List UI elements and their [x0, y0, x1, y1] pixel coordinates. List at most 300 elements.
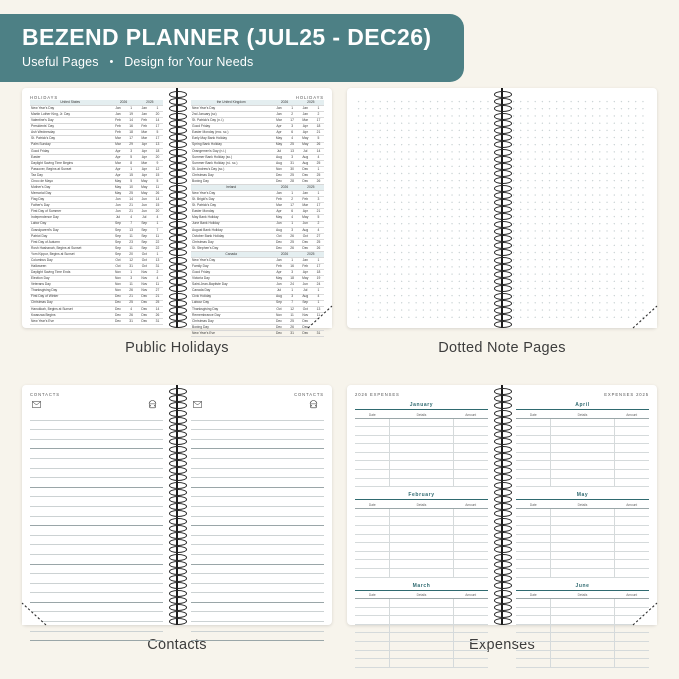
holiday-date-part: Jul: [137, 215, 152, 221]
expense-cell[interactable]: [551, 560, 615, 569]
expense-entry-row[interactable]: [355, 427, 488, 436]
expense-cell[interactable]: [551, 568, 615, 577]
expense-cell[interactable]: [551, 624, 615, 633]
expense-cell[interactable]: [453, 568, 488, 577]
expense-cell[interactable]: [390, 517, 454, 526]
expense-cell[interactable]: [551, 633, 615, 642]
expense-cell[interactable]: [516, 470, 551, 479]
expense-cell[interactable]: [551, 599, 615, 608]
expense-entry-row[interactable]: [516, 599, 649, 608]
expense-entry-row[interactable]: [355, 452, 488, 461]
contact-entry-line[interactable]: [191, 517, 324, 527]
expense-cell[interactable]: [355, 427, 390, 436]
expense-cell[interactable]: [614, 444, 649, 453]
expense-cell[interactable]: [614, 650, 649, 659]
expense-cell[interactable]: [614, 525, 649, 534]
expense-cell[interactable]: [516, 641, 551, 650]
contact-entry-line[interactable]: [30, 632, 163, 642]
holiday-date-part: 13: [152, 258, 163, 264]
expense-entry-row[interactable]: [516, 633, 649, 642]
contact-entry-line[interactable]: [30, 545, 163, 555]
spiral-ring: [494, 525, 512, 532]
expense-cell[interactable]: [355, 633, 390, 642]
expense-cell[interactable]: [614, 435, 649, 444]
expense-cell[interactable]: [551, 418, 615, 427]
expense-cell[interactable]: [614, 452, 649, 461]
expense-entry-row[interactable]: [516, 659, 649, 668]
expense-cell[interactable]: [516, 517, 551, 526]
expense-cell[interactable]: [390, 551, 454, 560]
contact-entry-line[interactable]: [191, 440, 324, 450]
spiral-ring: [494, 213, 512, 220]
expense-cell[interactable]: [516, 650, 551, 659]
contact-entry-line[interactable]: [191, 536, 324, 546]
contact-entry-line[interactable]: [30, 440, 163, 450]
holiday-date-part: 21: [313, 209, 324, 215]
contact-entry-line[interactable]: [30, 469, 163, 479]
expense-cell[interactable]: [551, 641, 615, 650]
expense-cell[interactable]: [355, 641, 390, 650]
holiday-date-part: 3: [287, 227, 298, 233]
expense-cell[interactable]: [355, 624, 390, 633]
expense-entry-row[interactable]: [516, 444, 649, 453]
holiday-name: Christmas Day: [191, 172, 271, 178]
spiral-ring: [494, 235, 512, 242]
holiday-date-part: 12: [126, 258, 137, 264]
expense-entry-row[interactable]: [516, 427, 649, 436]
expense-cell[interactable]: [390, 659, 454, 668]
expense-cell[interactable]: [516, 607, 551, 616]
holiday-name: Presidents' Day: [30, 124, 110, 130]
holiday-date-part: 1: [126, 106, 137, 112]
expense-cell[interactable]: [551, 551, 615, 560]
expense-entry-row[interactable]: [516, 525, 649, 534]
expense-cell[interactable]: [355, 543, 390, 552]
expense-cell[interactable]: [614, 534, 649, 543]
expense-cell[interactable]: [453, 534, 488, 543]
expense-cell[interactable]: [453, 560, 488, 569]
holiday-date-part: Dec: [110, 300, 125, 306]
spiral-ring: [494, 518, 512, 525]
expense-month-block: [516, 583, 649, 668]
expense-cell[interactable]: [453, 470, 488, 479]
expense-cell[interactable]: [516, 599, 551, 608]
holiday-name: Boxing Day: [191, 179, 271, 185]
expense-cell[interactable]: [551, 435, 615, 444]
contact-entry-line[interactable]: [191, 488, 324, 498]
holiday-name: Ash Wednesday: [30, 130, 110, 136]
expense-cell[interactable]: [516, 478, 551, 487]
expense-cell[interactable]: [390, 461, 454, 470]
contact-entry-line[interactable]: [191, 497, 324, 507]
contact-entry-line[interactable]: [30, 449, 163, 459]
expense-cell[interactable]: [516, 525, 551, 534]
expense-cell[interactable]: [551, 508, 615, 517]
expense-entry-row[interactable]: [355, 599, 488, 608]
expense-cell[interactable]: [390, 427, 454, 436]
contact-entry-line[interactable]: [191, 507, 324, 517]
spiral-ring: [494, 438, 512, 445]
expense-cell[interactable]: [551, 478, 615, 487]
expense-cell[interactable]: [390, 444, 454, 453]
contact-entry-line[interactable]: [30, 517, 163, 527]
spiral-ring: [494, 568, 512, 575]
contact-entry-line[interactable]: [191, 584, 324, 594]
contact-entry-line[interactable]: [30, 622, 163, 632]
expense-cell[interactable]: [390, 633, 454, 642]
expense-cell[interactable]: [390, 599, 454, 608]
contact-entry-line[interactable]: [191, 603, 324, 613]
expense-cell[interactable]: [551, 427, 615, 436]
expense-entry-row[interactable]: [355, 508, 488, 517]
expense-cell[interactable]: [614, 551, 649, 560]
expense-cell[interactable]: [453, 478, 488, 487]
expense-entry-row[interactable]: [355, 616, 488, 625]
expense-entry-row[interactable]: [355, 534, 488, 543]
expense-cell[interactable]: [516, 659, 551, 668]
expense-cell[interactable]: [453, 444, 488, 453]
contacts-lines-right: [191, 411, 324, 641]
expense-table: [516, 412, 649, 488]
contact-entry-line[interactable]: [30, 430, 163, 440]
expense-cell[interactable]: [453, 607, 488, 616]
expenses-right-page: [502, 385, 657, 625]
expense-entry-row[interactable]: [355, 607, 488, 616]
expense-entry-row[interactable]: [516, 470, 649, 479]
contact-entry-line[interactable]: [191, 526, 324, 536]
expense-cell[interactable]: [551, 525, 615, 534]
holiday-date-part: Nov: [110, 270, 125, 276]
expense-entry-row[interactable]: [516, 508, 649, 517]
expense-cell[interactable]: [614, 470, 649, 479]
expense-cell[interactable]: [516, 560, 551, 569]
expense-cell[interactable]: [355, 599, 390, 608]
expenses-left-header-row: [355, 392, 488, 397]
expense-cell[interactable]: [453, 461, 488, 470]
expense-cell[interactable]: [355, 478, 390, 487]
contact-entry-line[interactable]: [191, 593, 324, 603]
expense-cell[interactable]: [390, 508, 454, 517]
contact-entry-line[interactable]: [191, 622, 324, 632]
expense-cell[interactable]: [390, 543, 454, 552]
contact-entry-line[interactable]: [191, 421, 324, 431]
expense-cell[interactable]: [453, 616, 488, 625]
holidays-right-page: [177, 88, 332, 335]
expense-cell[interactable]: [614, 478, 649, 487]
expense-cell[interactable]: [614, 560, 649, 569]
expense-entry-row[interactable]: [355, 543, 488, 552]
expense-cell[interactable]: [453, 543, 488, 552]
expense-entry-row[interactable]: [355, 650, 488, 659]
expense-entry-row[interactable]: [355, 478, 488, 487]
expense-entry-row[interactable]: [516, 641, 649, 650]
expense-cell[interactable]: [614, 418, 649, 427]
contact-entry-line[interactable]: [30, 555, 163, 565]
expense-cell[interactable]: [390, 435, 454, 444]
expense-cell[interactable]: [453, 435, 488, 444]
expense-cell[interactable]: [551, 452, 615, 461]
contact-entry-line[interactable]: [30, 565, 163, 575]
contact-entry-line[interactable]: [191, 469, 324, 479]
holiday-name: Cinco de Mayo: [30, 179, 110, 185]
expense-cell[interactable]: [453, 418, 488, 427]
contact-entry-line[interactable]: [191, 430, 324, 440]
expense-cell[interactable]: [614, 508, 649, 517]
expense-cell[interactable]: [614, 517, 649, 526]
contact-entry-line[interactable]: [191, 459, 324, 469]
expense-entry-row[interactable]: [516, 478, 649, 487]
expense-cell[interactable]: [614, 641, 649, 650]
expense-entry-row[interactable]: [516, 452, 649, 461]
expense-cell[interactable]: [355, 461, 390, 470]
contact-entry-line[interactable]: [191, 574, 324, 584]
spiral-ring: [169, 127, 187, 134]
expense-cell[interactable]: [516, 508, 551, 517]
expense-entry-row[interactable]: [516, 534, 649, 543]
contact-entry-line[interactable]: [30, 526, 163, 536]
holiday-date-part: Dec: [298, 239, 313, 245]
expense-entry-row[interactable]: [516, 650, 649, 659]
contact-entry-line[interactable]: [30, 488, 163, 498]
expense-cell[interactable]: [614, 461, 649, 470]
expense-cell[interactable]: [355, 616, 390, 625]
holiday-date-part: Feb: [271, 197, 286, 203]
expenses-right-header-row: [516, 392, 649, 397]
expense-entry-row[interactable]: [516, 624, 649, 633]
expense-cell[interactable]: [453, 551, 488, 560]
expense-cell[interactable]: [453, 452, 488, 461]
contact-entry-line[interactable]: [191, 555, 324, 565]
expense-cell[interactable]: [551, 659, 615, 668]
holiday-date-part: 26: [287, 245, 298, 251]
expense-cell[interactable]: [614, 633, 649, 642]
expense-cell[interactable]: [390, 525, 454, 534]
expense-entry-row[interactable]: [516, 543, 649, 552]
expense-entry-row[interactable]: [355, 517, 488, 526]
contact-entry-line[interactable]: [30, 536, 163, 546]
expense-cell[interactable]: [355, 508, 390, 517]
expense-entry-row[interactable]: [355, 444, 488, 453]
spread-dotted-notes: [347, 88, 657, 356]
holiday-date-part: Apr: [298, 209, 313, 215]
expense-cell[interactable]: [355, 470, 390, 479]
spiral-ring: [169, 597, 187, 604]
expense-cell[interactable]: [355, 534, 390, 543]
holiday-date-part: Apr: [110, 172, 125, 178]
contact-entry-line[interactable]: [30, 603, 163, 613]
expense-cell[interactable]: [551, 543, 615, 552]
expense-cell[interactable]: [516, 616, 551, 625]
holiday-date-part: 13: [126, 227, 137, 233]
expense-cell[interactable]: [516, 568, 551, 577]
spiral-ring: [494, 285, 512, 292]
expense-cell[interactable]: [390, 624, 454, 633]
contact-entry-line[interactable]: [191, 411, 324, 421]
expense-cell[interactable]: [453, 641, 488, 650]
expense-cell[interactable]: [355, 452, 390, 461]
expense-cell[interactable]: [390, 650, 454, 659]
expense-entry-row[interactable]: [355, 633, 488, 642]
expense-entry-row[interactable]: [355, 470, 488, 479]
expense-entry-row[interactable]: [355, 659, 488, 668]
holiday-date-part: May: [110, 179, 125, 185]
expense-cell[interactable]: [551, 461, 615, 470]
contact-entry-line[interactable]: [30, 507, 163, 517]
holiday-date-part: Dec: [298, 245, 313, 251]
expense-cell[interactable]: [453, 427, 488, 436]
holiday-date-part: May: [271, 142, 286, 148]
holiday-date-part: 15: [152, 203, 163, 209]
contact-entry-line[interactable]: [30, 478, 163, 488]
holiday-date-part: Apr: [137, 154, 152, 160]
expense-cell[interactable]: [614, 624, 649, 633]
spiral-ring: [494, 510, 512, 517]
holiday-date-part: May: [298, 142, 313, 148]
expense-cell[interactable]: [355, 418, 390, 427]
spiral-binding: [493, 385, 511, 625]
expense-entry-row[interactable]: [516, 568, 649, 577]
contact-entry-line[interactable]: [30, 612, 163, 622]
expense-cell[interactable]: [551, 534, 615, 543]
expense-cell[interactable]: [390, 534, 454, 543]
expense-entry-row[interactable]: [516, 435, 649, 444]
expense-cell[interactable]: [516, 624, 551, 633]
spiral-ring: [169, 120, 187, 127]
expenses-left-page: [347, 385, 502, 625]
expense-entry-row[interactable]: [516, 461, 649, 470]
expense-cell[interactable]: [390, 641, 454, 650]
holiday-date-part: Dec: [271, 245, 286, 251]
expense-cell[interactable]: [355, 551, 390, 560]
contact-entry-line[interactable]: [191, 545, 324, 555]
spiral-ring: [169, 395, 187, 402]
contact-entry-line[interactable]: [30, 593, 163, 603]
expense-entry-row[interactable]: [355, 568, 488, 577]
expense-cell[interactable]: [516, 444, 551, 453]
holiday-date-part: 17: [126, 136, 137, 142]
expense-cell[interactable]: [614, 659, 649, 668]
expense-cell[interactable]: [390, 607, 454, 616]
expense-cell[interactable]: [390, 418, 454, 427]
expense-cell[interactable]: [355, 607, 390, 616]
expense-cell[interactable]: [453, 517, 488, 526]
spiral-ring: [169, 388, 187, 395]
expense-cell[interactable]: [516, 543, 551, 552]
expense-cell[interactable]: [453, 650, 488, 659]
expense-cell[interactable]: [355, 560, 390, 569]
contact-entry-line[interactable]: [191, 612, 324, 622]
contact-entry-line[interactable]: [30, 584, 163, 594]
expense-cell[interactable]: [390, 470, 454, 479]
expense-cell[interactable]: [355, 650, 390, 659]
expense-entry-row[interactable]: [355, 525, 488, 534]
expense-cell[interactable]: [390, 616, 454, 625]
contact-entry-line[interactable]: [30, 411, 163, 421]
expense-cell[interactable]: [355, 659, 390, 668]
expense-entry-row[interactable]: [355, 461, 488, 470]
expense-cell[interactable]: [551, 650, 615, 659]
expense-cell[interactable]: [551, 470, 615, 479]
expense-entry-row[interactable]: [355, 641, 488, 650]
expense-cell[interactable]: [516, 633, 551, 642]
contact-entry-line[interactable]: [30, 421, 163, 431]
expense-cell[interactable]: [516, 435, 551, 444]
holiday-name: Independence Day: [30, 215, 110, 221]
holiday-name: Passover, Begins at Sunset: [30, 166, 110, 172]
contact-entry-line[interactable]: [191, 632, 324, 642]
expense-cell[interactable]: [614, 543, 649, 552]
expense-cell[interactable]: [390, 478, 454, 487]
expense-cell[interactable]: [614, 568, 649, 577]
contact-entry-line[interactable]: [30, 574, 163, 584]
expense-cell[interactable]: [355, 435, 390, 444]
expense-cell[interactable]: [355, 568, 390, 577]
expense-cell[interactable]: [390, 568, 454, 577]
expense-cell[interactable]: [516, 427, 551, 436]
expense-cell[interactable]: [355, 517, 390, 526]
holiday-date-part: Apr: [271, 130, 286, 136]
expense-cell[interactable]: [453, 624, 488, 633]
expense-cell[interactable]: [453, 525, 488, 534]
expense-cell[interactable]: [516, 452, 551, 461]
expense-entry-row[interactable]: [355, 551, 488, 560]
expense-cell[interactable]: [551, 607, 615, 616]
expense-cell[interactable]: [516, 551, 551, 560]
contact-entry-line[interactable]: [191, 449, 324, 459]
contact-entry-line[interactable]: [191, 478, 324, 488]
contact-entry-line[interactable]: [191, 565, 324, 575]
holiday-date-part: 20: [126, 251, 137, 257]
expense-cell[interactable]: [390, 560, 454, 569]
holiday-date-part: Aug: [271, 227, 286, 233]
expense-cell[interactable]: [614, 427, 649, 436]
contact-entry-line[interactable]: [30, 459, 163, 469]
expense-cell[interactable]: [390, 452, 454, 461]
holiday-date-part: 1: [287, 258, 298, 264]
expense-entry-row[interactable]: [516, 551, 649, 560]
spiral-ring: [494, 141, 512, 148]
spiral-ring: [494, 460, 512, 467]
expense-entry-row[interactable]: [516, 517, 649, 526]
expense-cell[interactable]: [453, 633, 488, 642]
expense-entry-row[interactable]: [355, 418, 488, 427]
expense-entry-row[interactable]: [355, 435, 488, 444]
holiday-date-part: 11: [287, 312, 298, 318]
expense-cell[interactable]: [453, 599, 488, 608]
expense-entry-row[interactable]: [516, 418, 649, 427]
expense-cell[interactable]: [355, 444, 390, 453]
expense-cell[interactable]: [453, 508, 488, 517]
holiday-date-part: Mar: [137, 160, 152, 166]
contact-entry-line[interactable]: [30, 497, 163, 507]
expense-cell[interactable]: [551, 517, 615, 526]
expense-entry-row[interactable]: [355, 560, 488, 569]
expense-entry-row[interactable]: [516, 560, 649, 569]
expense-cell[interactable]: [516, 461, 551, 470]
spiral-ring: [494, 453, 512, 460]
expense-cell[interactable]: [551, 444, 615, 453]
spiral-ring: [494, 192, 512, 199]
expense-cell[interactable]: [551, 616, 615, 625]
expense-entry-row[interactable]: [516, 607, 649, 616]
expense-cell[interactable]: [516, 418, 551, 427]
expense-entry-row[interactable]: [355, 624, 488, 633]
holiday-date-part: Apr: [137, 142, 152, 148]
expense-cell[interactable]: [453, 659, 488, 668]
expense-cell[interactable]: [355, 525, 390, 534]
expense-entry-row[interactable]: [516, 616, 649, 625]
expense-cell[interactable]: [516, 534, 551, 543]
